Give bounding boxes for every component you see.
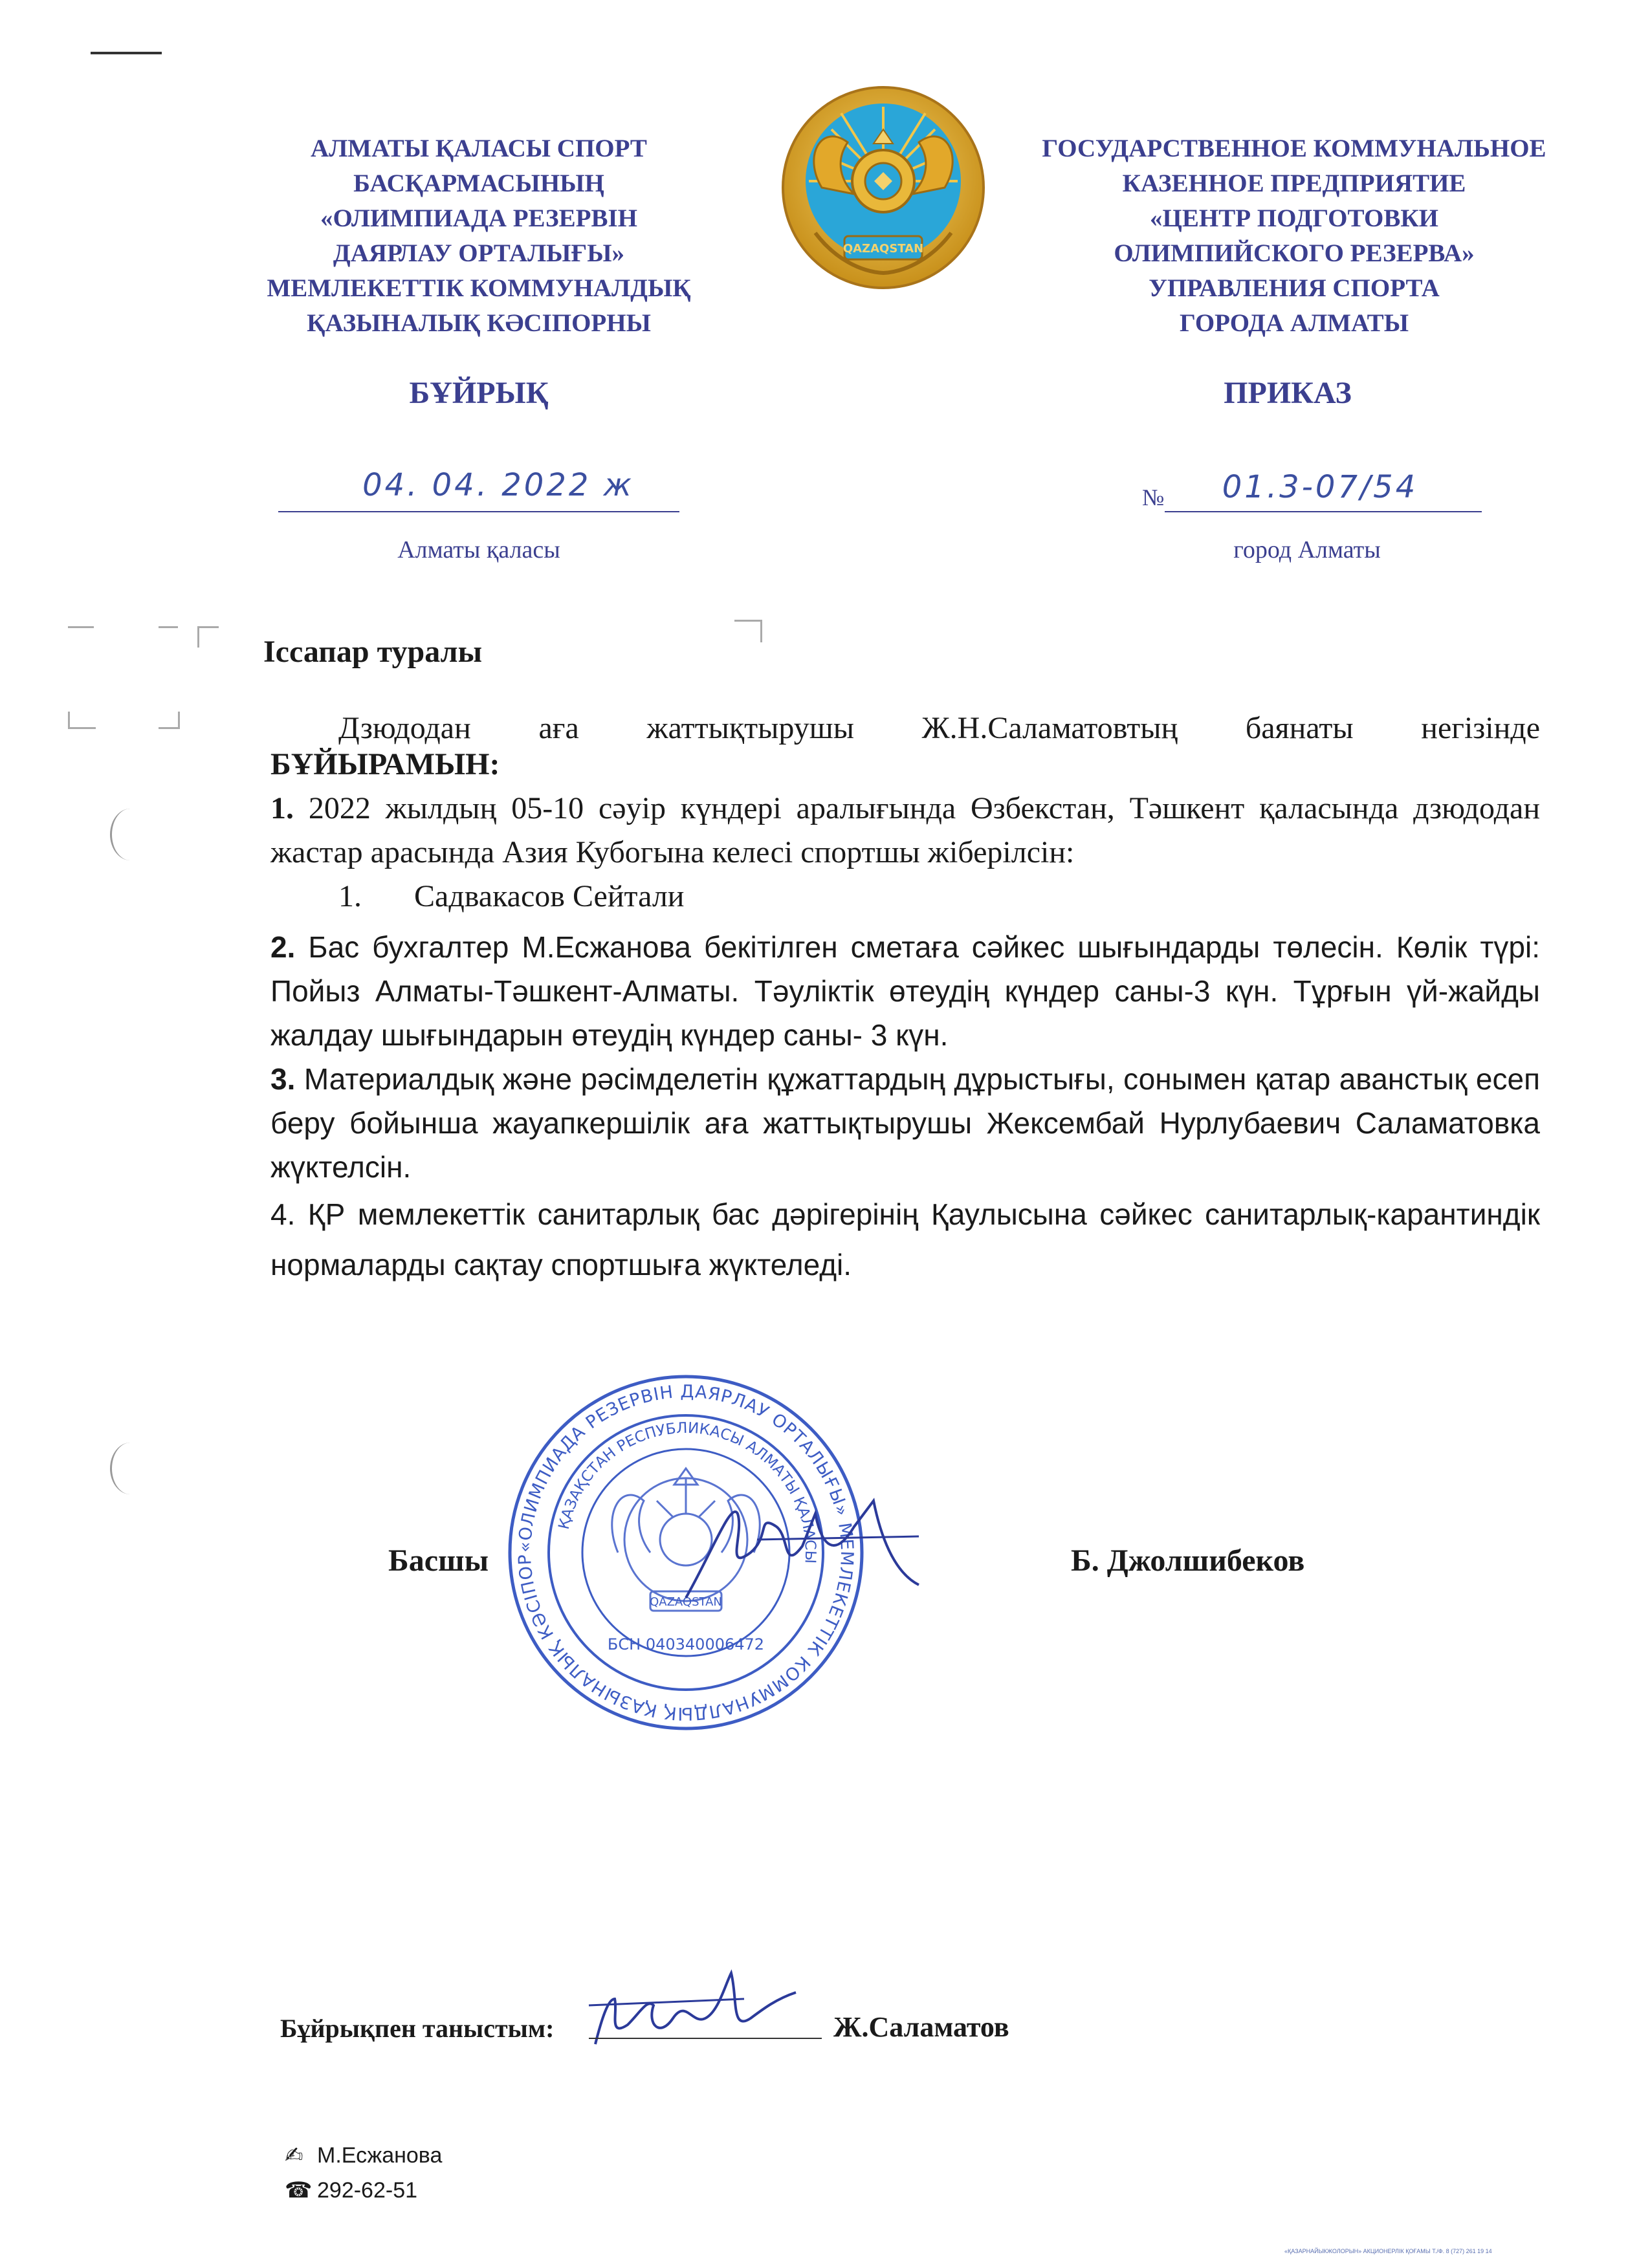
athlete-number: 1. (338, 879, 362, 913)
city-kz: Алматы қаласы (397, 536, 560, 563)
header-right-line: ОЛИМПИЙСКОГО РЕЗЕРВА» (1114, 239, 1475, 267)
stamp-inner-text: ҚАЗАҚСТАН РЕСПУБЛИКАСЫ АЛМАТЫ ҚАЛАСЫ (555, 1419, 819, 1564)
punch-hole-mark (110, 1443, 151, 1494)
scan-corner-mark (68, 626, 94, 637)
signature-role: Басшы (388, 1543, 489, 1578)
stamp-emblem-text: QAZAQSTAN (650, 1595, 722, 1609)
emblem-text: QAZAQSTAN (842, 242, 924, 256)
header-right-line: «ЦЕНТР ПОДГОТОВКИ (1150, 204, 1438, 232)
signature-name: Б. Джолшибеков (1071, 1543, 1305, 1578)
point-4-text: 4. ҚР мемлекеттік санитарлық бас дәрігерінің Қаулысына сәйкес санитарлық-карантиндік нормаларды сақтау спортшыға жүктеледі. (270, 1197, 1540, 1281)
city-ru: город Алматы (1233, 536, 1381, 563)
executor-name: М.Есжанова (317, 2143, 443, 2168)
pen-icon: ✍ (285, 2143, 303, 2168)
print-info: «ҚАЗАРНАЙЫКЖОЛОРЫН» АКЦИОНЕРЛІК ҚОҒАМЫ Т./Ф. 8 (727) 261 19 14 (1284, 2248, 1492, 2254)
employee-signature (582, 1960, 841, 2057)
header-left-line: АЛМАТЫ ҚАЛАСЫ СПОРТ (311, 135, 647, 162)
point-1-text: 2022 жылдың 05-10 сәуір күндері аралығында Өзбекстан, Тәшкент қаласында дзюдодан жастар арасында Азия Кубогына келесі спортшы жіберілсін: (270, 791, 1541, 869)
header-right-line: ГОСУДАРСТВЕННОЕ КОММУНАЛЬНОЕ (1042, 135, 1546, 162)
phone-row (285, 2177, 417, 2203)
scan-corner-mark (734, 620, 762, 642)
header-left-line: «ОЛИМПИАДА РЕЗЕРВІН (320, 204, 637, 232)
point-2-number: 2. (270, 930, 296, 964)
executor-row (285, 2143, 442, 2168)
order-body (270, 706, 1540, 1290)
order-subject: Іссапар туралы (263, 635, 483, 669)
point-3-text: Материалдық және рәсімделетін құжаттардың дұрыстығы, сонымен қатар аванстық есеп беру бойынша жауапкершілік аға жаттықтырушы Жексембай Нурлубаевич Саламатовка жүктелсін. (270, 1062, 1540, 1184)
header-left-line: ҚАЗЫНАЛЫҚ КӘСІПОРНЫ (307, 309, 651, 337)
header-right-line: КАЗЕННОЕ ПРЕДПРИЯТИЕ (1122, 169, 1466, 197)
athlete-list-item (270, 875, 1540, 919)
header-left-line: МЕМЛЕКЕТТІК КОММУНАЛДЫҚ (267, 274, 691, 302)
order-number-prefix: № (1142, 485, 1165, 510)
number-underline (1165, 511, 1482, 512)
date-underline (278, 511, 679, 512)
header-right-org (1003, 131, 1585, 341)
acknowledgement-label: Бұйрықпен таныстым: (280, 2014, 555, 2043)
header-left-org (239, 131, 718, 341)
acknowledgement-underline (589, 2038, 822, 2039)
executor-phone: 292-62-51 (317, 2178, 418, 2203)
point-2 (270, 925, 1540, 1057)
order-date: 04. 04. 2022 ж (362, 467, 634, 503)
scan-top-mark (91, 52, 162, 54)
order-title-ru: ПРИКАЗ (1224, 376, 1352, 410)
order-number: 01.3-07/54 (1222, 469, 1418, 505)
scan-corner-mark (197, 626, 219, 648)
point-3 (270, 1057, 1540, 1189)
kazakhstan-emblem-icon (776, 84, 990, 298)
punch-hole-mark (110, 809, 151, 860)
state-emblem (776, 84, 990, 298)
acknowledgement-name: Ж.Саламатов (833, 2011, 1009, 2043)
stamp-outer-text: «ОЛИМПИАДА РЕЗЕРВІН ДАЯРЛАУ ОРТАЛЫҒЫ» МЕМЛЕКЕТТІК КОММУНАЛДЫҚ ҚАЗЫНАЛЫҚ КӘСІПОР (514, 1381, 857, 1724)
header-left-line: ДАЯРЛАУ ОРТАЛЫҒЫ» (333, 239, 625, 267)
header-left-line: БАСҚАРМАСЫНЫҢ (353, 169, 604, 197)
order-title-kz: БҰЙРЫҚ (409, 376, 549, 410)
point-3-number: 3. (270, 1062, 296, 1096)
point-2-text: Бас бухгалтер М.Есжанова бекітілген сметаға сәйкес шығындарды төлесін. Көлік түрі: Пойыз Алматы-Тәшкент-Алматы. Тәуліктік өтеудің күндер саны-3 күн. Тұрғын үй-жайды жалдау шығындарын өтеудің күндер саны- 3 күн. (270, 930, 1541, 1052)
point-4 (270, 1189, 1540, 1290)
scan-corner-mark (159, 712, 180, 729)
point-1 (270, 787, 1540, 875)
point-1-number: 1. (270, 791, 294, 825)
athlete-name: Садвакасов Сейтали (414, 879, 685, 913)
intro-text: Дзюдодан аға жаттықтырушы Ж.Н.Саламатовтың баянаты негізінде (338, 711, 1540, 745)
director-signature (660, 1475, 932, 1617)
command-text: БҰЙЫРАМЫН: (270, 747, 500, 781)
header-right-line: УПРАВЛЕНИЯ СПОРТА (1149, 274, 1440, 302)
stamp-bin: БСН 040340006472 (607, 1635, 765, 1653)
scan-corner-mark (68, 712, 96, 729)
header-right-line: ГОРОДА АЛМАТЫ (1180, 309, 1409, 337)
telephone-icon: ☎ (285, 2178, 313, 2203)
scan-corner-mark (159, 626, 178, 648)
